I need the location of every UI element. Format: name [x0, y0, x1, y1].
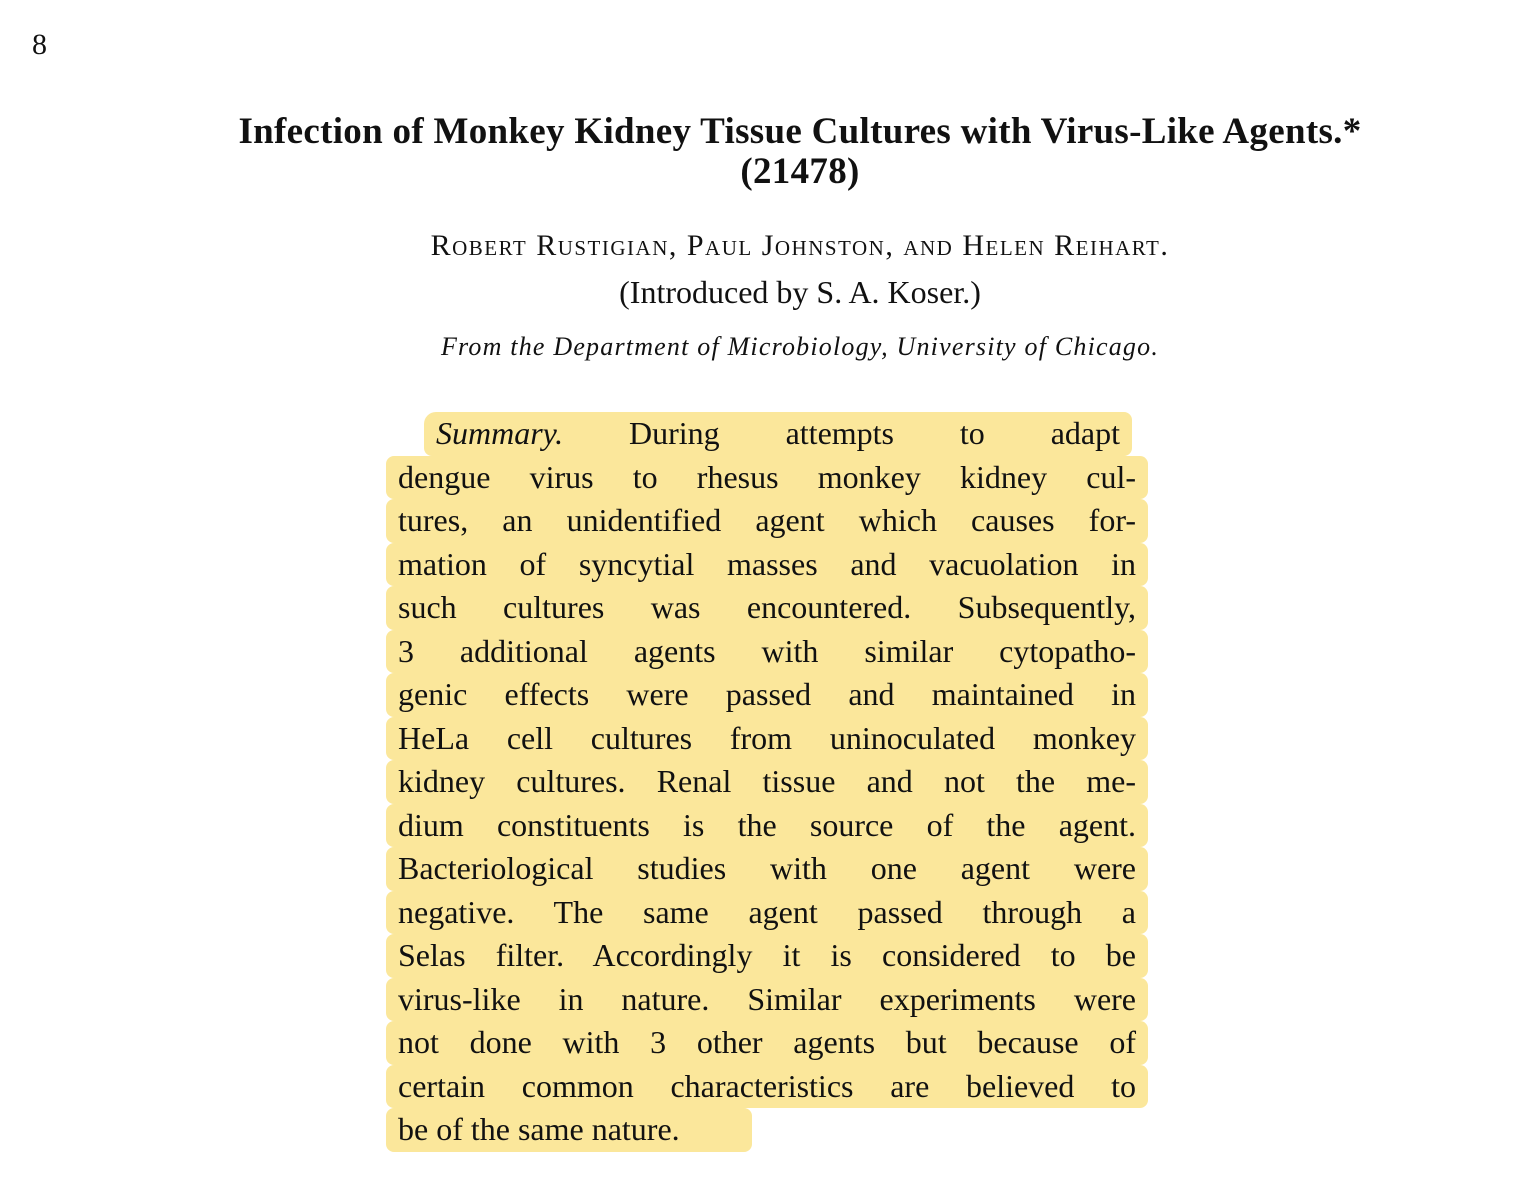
summary-line — [424, 412, 1132, 456]
summary-lead: Summary. — [436, 415, 564, 451]
summary-line: Bacteriological studies with one agent were — [386, 847, 1148, 891]
article-title — [80, 112, 1520, 192]
article-title-main: Infection of Monkey Kidney Tissue Cultures with Virus-Like Agents.* — [238, 111, 1362, 152]
summary-line: 3 additional agents with similar cytopatho- — [386, 630, 1148, 674]
summary-line: dengue virus to rhesus monkey kidney cul- — [386, 456, 1148, 500]
summary-line: virus-like in nature. Similar experiments were — [386, 978, 1148, 1022]
summary-line: be of the same nature. — [386, 1108, 752, 1152]
summary-line: certain common characteristics are believed to — [386, 1065, 1148, 1109]
summary-line: dium constituents is the source of the agent. — [386, 804, 1148, 848]
summary-line: kidney cultures. Renal tissue and not the me- — [386, 760, 1148, 804]
page-number: 8 — [32, 28, 47, 61]
author-list: Robert Rustigian, Paul Johnston, and Helen Reihart. — [430, 229, 1170, 262]
summary-line: not done with 3 other agents but because of — [386, 1021, 1148, 1065]
summary-line: genic effects were passed and maintained in — [386, 673, 1148, 717]
introduced-by: (Introduced by S. A. Koser.) — [619, 274, 981, 310]
article-reference-number: (21478) — [740, 151, 860, 192]
summary-line: Selas filter. Accordingly it is considered to be — [386, 934, 1148, 978]
summary-line: tures, an unidentified agent which causes for- — [386, 499, 1148, 543]
summary-line-text: During attempts to adapt — [563, 415, 1120, 451]
summary-line: mation of syncytial masses and vacuolation in — [386, 543, 1148, 587]
summary-line: such cultures was encountered. Subsequently, — [386, 586, 1148, 630]
summary-paragraph — [386, 412, 1148, 1152]
affiliation: From the Department of Microbiology, University of Chicago. — [440, 332, 1160, 361]
summary-line: negative. The same agent passed through a — [386, 891, 1148, 935]
summary-line: HeLa cell cultures from uninoculated monkey — [386, 717, 1148, 761]
